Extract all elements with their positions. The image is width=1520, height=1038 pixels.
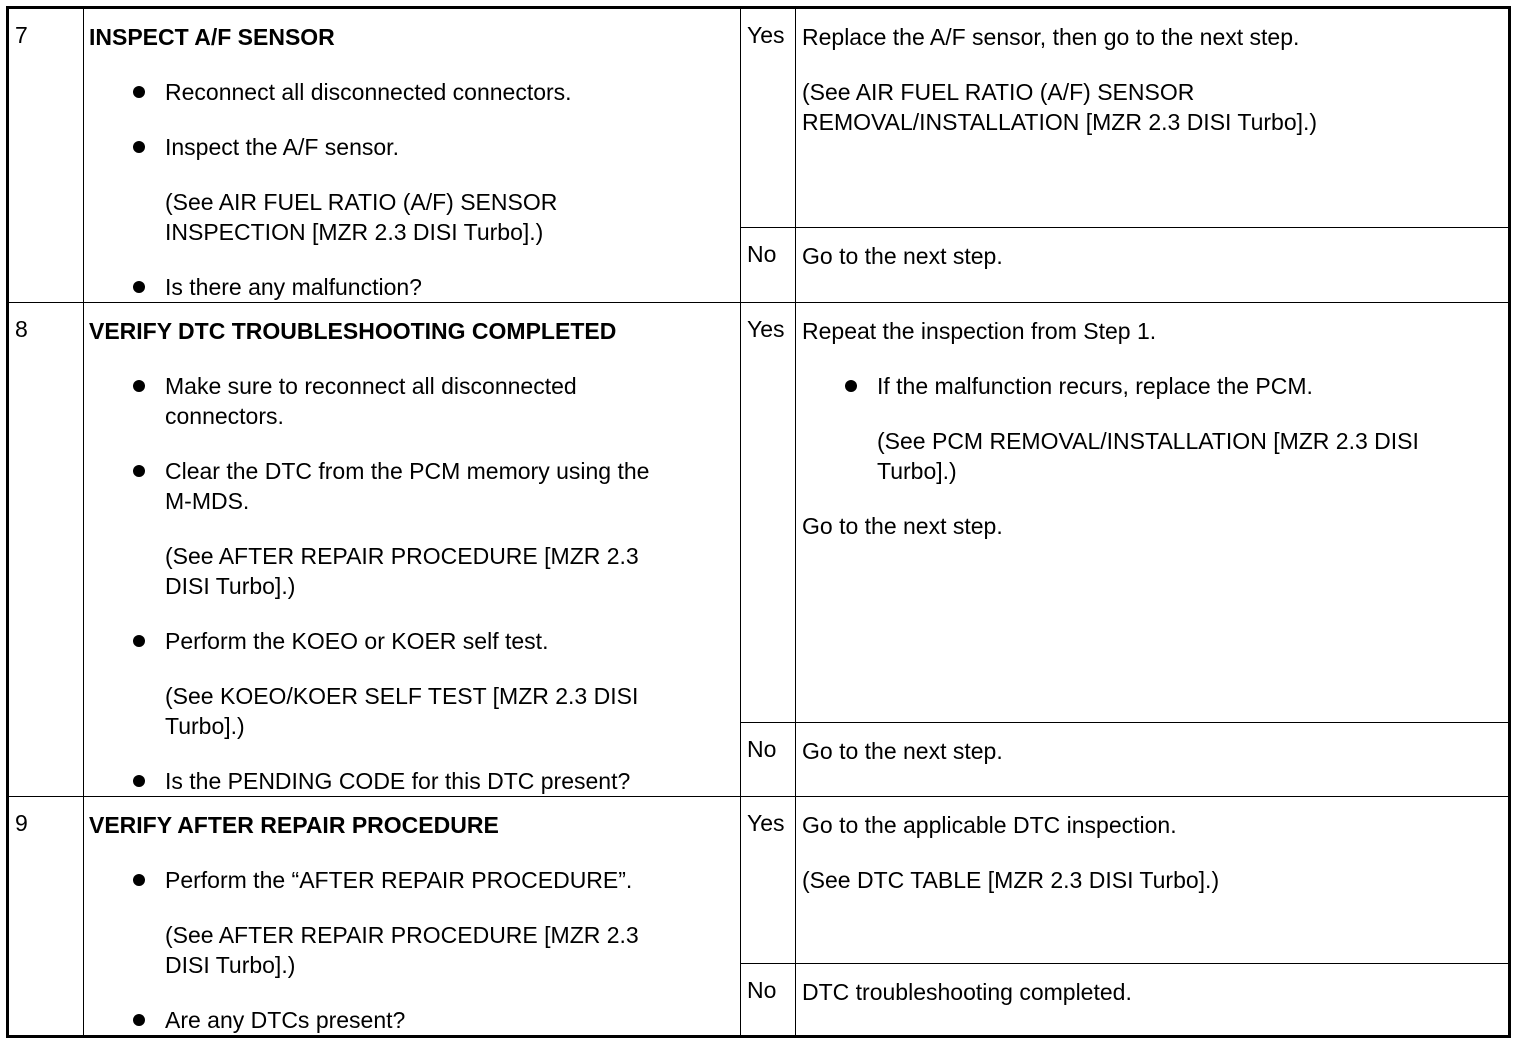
reference-note: (See AIR FUEL RATIO (A/F) SENSOR REMOVAL/INSTALLATION [MZR 2.3 DISI Turbo].) [802,79,1318,135]
list-item: Make sure to reconnect all disconnected connectors. [165,371,730,431]
yes-label: Yes [741,797,796,964]
list-item: Clear the DTC from the PCM memory using the M-MDS. [165,456,730,516]
bullet-icon [133,874,145,886]
bullet-icon [133,141,145,153]
no-action: DTC troubleshooting completed. [796,964,1510,1037]
list-item: Inspect the A/F sensor. [165,132,730,162]
bullet-icon [133,465,145,477]
no-label: No [741,722,796,796]
list-item: Perform the “AFTER REPAIR PROCEDURE”. [165,865,730,895]
yes-action: Go to the applicable DTC inspection. (See DTC TABLE [MZR 2.3 DISI Turbo].) [796,797,1510,964]
reference-note: (See KOEO/KOER SELF TEST [MZR 2.3 DISI Turbo].) [165,683,639,739]
bullet-icon [133,635,145,647]
list-item: Is the PENDING CODE for this DTC present? [165,766,730,796]
list-item: Perform the KOEO or KOER self test. [165,626,730,656]
reference-note: (See AFTER REPAIR PROCEDURE [MZR 2.3 DISI Turbo].) [165,543,639,599]
list-item: Reconnect all disconnected connectors. [165,77,730,107]
bullet-icon [133,1014,145,1026]
yes-action: Replace the A/F sensor, then go to the next step. (See AIR FUEL RATIO (A/F) SENSOR REMOVAL/INSTALLATION [MZR 2.3 DISI Turbo].) [796,8,1510,228]
bullet-icon [133,86,145,98]
list-item: If the malfunction recurs, replace the PCM. [877,371,1498,401]
yes-label: Yes [741,303,796,723]
yes-label: Yes [741,8,796,228]
inspection-cell [84,303,741,797]
step-title: INSPECT A/F SENSOR [89,24,335,50]
reference-note: (See DTC TABLE [MZR 2.3 DISI Turbo].) [802,867,1220,893]
reference-note: (See AFTER REPAIR PROCEDURE [MZR 2.3 DISI Turbo].) [165,922,639,978]
bullet-icon [133,380,145,392]
step-title: VERIFY DTC TROUBLESHOOTING COMPLETED [89,318,617,344]
inspection-cell [84,8,741,303]
bullet-icon [845,380,857,392]
bullet-icon [133,775,145,787]
no-action: Go to the next step. [796,228,1510,303]
reference-note: (See PCM REMOVAL/INSTALLATION [MZR 2.3 DISI Turbo].) [877,428,1419,484]
troubleshooting-table [6,6,1511,1038]
yes-action: Repeat the inspection from Step 1. If the malfunction recurs, replace the PCM. (See PCM REMOVAL/INSTALLATION [MZR 2.3 DISI Turbo].) Go to the next step. [796,303,1510,723]
list-item: Is there any malfunction? [165,272,730,302]
bullet-icon [133,281,145,293]
reference-note: (See AIR FUEL RATIO (A/F) SENSOR INSPECTION [MZR 2.3 DISI Turbo].) [165,189,558,245]
table-row [8,797,1510,964]
step-number: 8 [8,303,84,797]
no-action: Go to the next step. [796,722,1510,796]
inspection-cell [84,797,741,1037]
table-row [8,303,1510,723]
no-label: No [741,228,796,303]
table-row [8,8,1510,228]
step-title: VERIFY AFTER REPAIR PROCEDURE [89,812,499,838]
no-label: No [741,964,796,1037]
step-number: 7 [8,8,84,303]
list-item: Are any DTCs present? [165,1005,730,1035]
step-number: 9 [8,797,84,1037]
